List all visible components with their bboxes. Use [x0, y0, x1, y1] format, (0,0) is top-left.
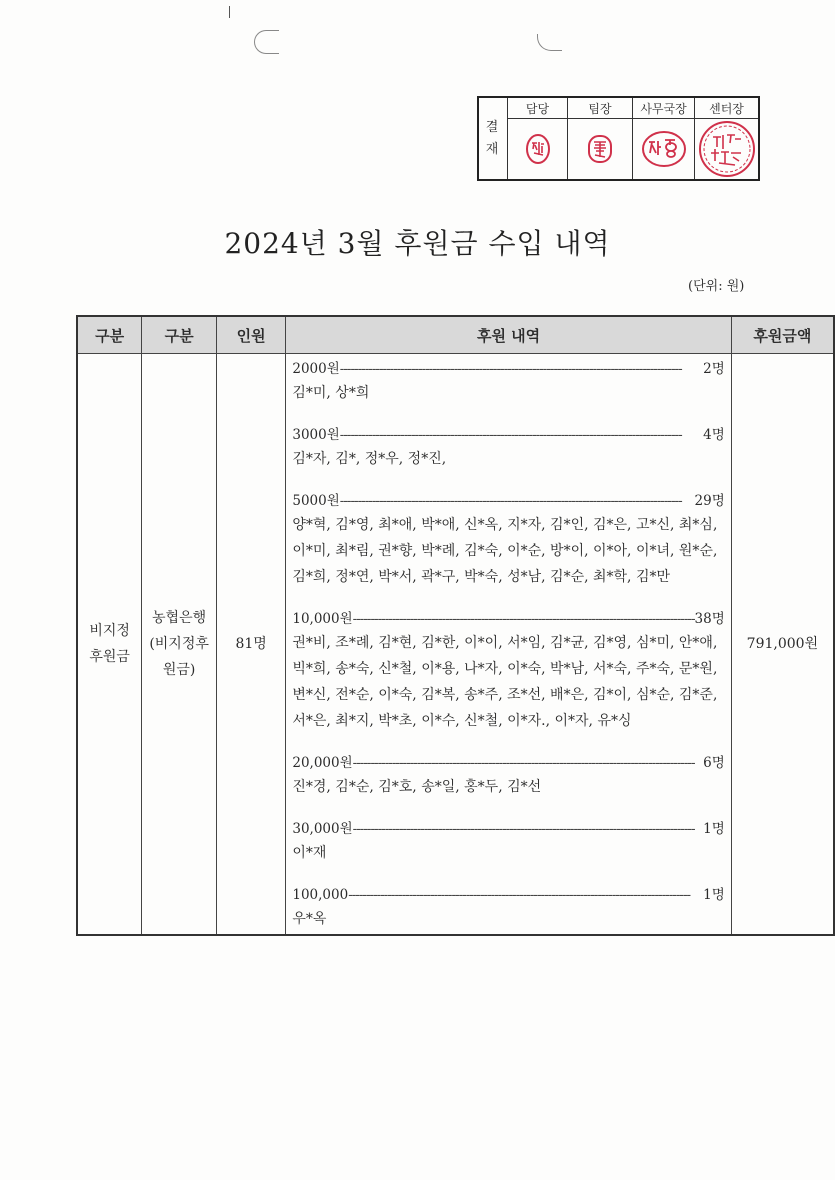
approval-role: 센터장 [695, 97, 760, 119]
group-amount: 3000원 [292, 427, 340, 443]
header-category: 구분 [77, 316, 142, 354]
staff-seal-icon [525, 133, 551, 165]
group-count: 4명 [703, 427, 725, 443]
header-account: 구분 [142, 316, 217, 354]
approval-seal-cell [508, 119, 568, 181]
team-leader-seal-icon [586, 133, 614, 165]
header-people: 인원 [216, 316, 285, 354]
group-names: 권*비, 조*례, 김*현, 김*한, 이*이, 서*임, 김*균, 김*영, 심*미, 안*애, 빅*희, 송*숙, 신*철, 이*용, 나*자, 이*숙, 박*남, 서*숙, 주*숙, 문*원, 변*신, 전*순, 이*숙, 김*복, 송*주, 조*선, 배*은, 김*이, 심*순, 김*준, 서*은, 최*지, 박*초, 이*수, 신*철, 이*자., 이*자, 유*싱 [292, 635, 718, 729]
scan-mark [229, 6, 230, 18]
document-title: 2024년 3월 후원금 수입 내역 [224, 227, 611, 260]
donation-table [76, 315, 835, 936]
donation-group [292, 424, 724, 472]
group-names: 김*자, 김*, 정*우, 정*진, [292, 451, 447, 467]
details-cell [286, 354, 731, 936]
approval-seal-cell [568, 119, 633, 181]
group-count: 1명 [703, 887, 725, 903]
header-details: 후원 내역 [286, 316, 731, 354]
amount-cell: 791,000원 [731, 354, 834, 936]
people-cell: 81명 [216, 354, 285, 936]
donation-group [292, 490, 724, 590]
approval-seal-cell [633, 119, 695, 181]
group-count: 6명 [703, 755, 725, 771]
group-amount: 30,000원 [292, 821, 353, 837]
center-director-seal-icon [697, 119, 757, 179]
group-amount: 100,000 [292, 887, 349, 903]
punch-hole-mark [254, 30, 279, 54]
group-count: 1명 [703, 821, 725, 837]
approval-box [477, 96, 760, 181]
donation-group [292, 358, 724, 406]
group-count: 38명 [694, 611, 725, 627]
punch-hole-mark [537, 34, 562, 51]
header-amount: 후원금액 [731, 316, 834, 354]
approval-seal-cell [695, 119, 760, 181]
group-names: 양*혁, 김*영, 최*애, 박*애, 신*옥, 지*자, 김*인, 김*은, 고*신, 최*심, 이*미, 최*림, 권*향, 박*례, 김*숙, 이*순, 방*이, 이*아, 이*녀, 원*순, 김*희, 정*연, 박*서, 곽*구, 박*숙, 성*남, 김*순, 최*학, 김*만 [292, 517, 718, 585]
approval-role: 사무국장 [633, 97, 695, 119]
donation-group [292, 752, 724, 800]
group-count: 29명 [694, 493, 725, 509]
account-cell: 농협은행 (비지정후원금) [142, 354, 217, 936]
approval-role: 팀장 [568, 97, 633, 119]
group-amount: 10,000원 [292, 611, 353, 627]
group-names: 김*미, 상*희 [292, 385, 370, 401]
unit-label: (단위: 원) [688, 279, 745, 294]
table-header-row [77, 316, 834, 354]
donation-group [292, 818, 724, 866]
table-row [77, 354, 834, 936]
group-names: 진*경, 김*순, 김*호, 송*일, 홍*두, 김*선 [292, 779, 542, 795]
category-cell: 비지정 후원금 [77, 354, 142, 936]
approval-label: 결 재 [478, 97, 508, 180]
group-names: 이*재 [292, 845, 327, 861]
group-amount: 5000원 [292, 493, 340, 509]
donation-group [292, 608, 724, 734]
approval-role: 담당 [508, 97, 568, 119]
director-seal-icon [640, 129, 688, 169]
group-amount: 20,000원 [292, 755, 353, 771]
group-count: 2명 [703, 361, 725, 377]
group-names: 우*옥 [292, 911, 327, 927]
group-amount: 2000원 [292, 361, 340, 377]
donation-group [292, 884, 724, 932]
